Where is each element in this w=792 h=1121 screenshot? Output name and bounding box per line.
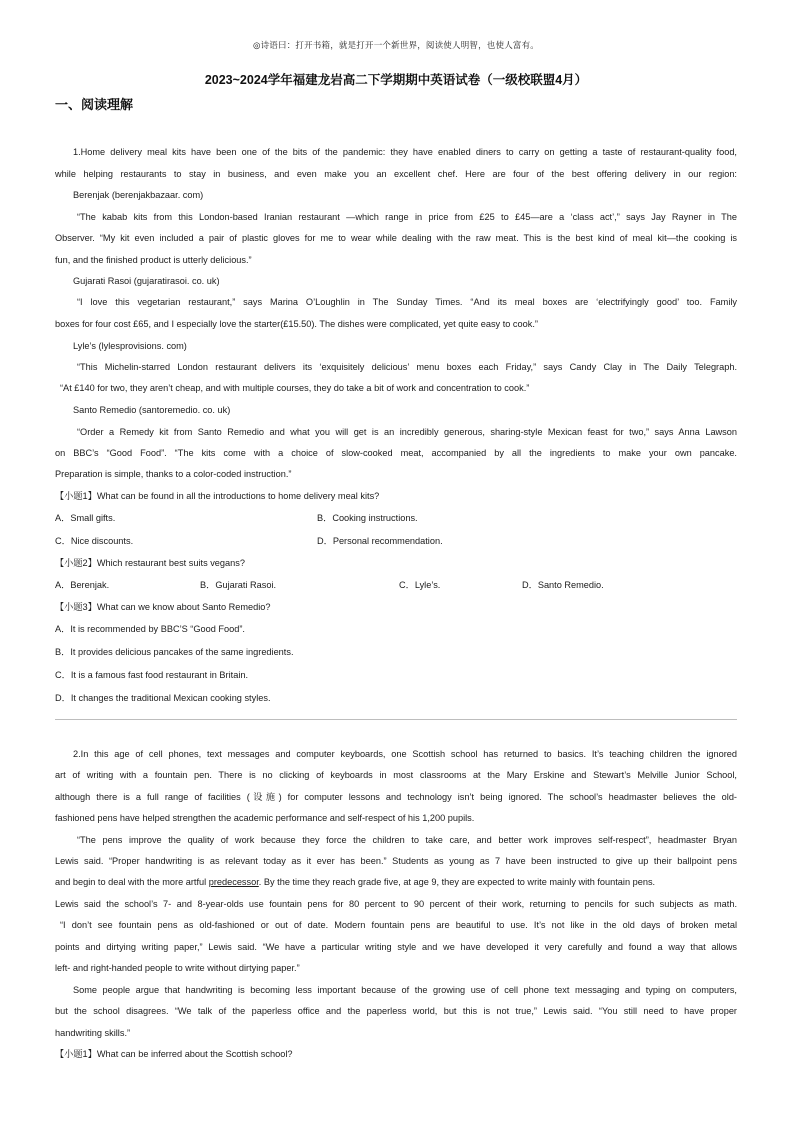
restaurant-name: Lyle’s (lylesprovisions. com) (73, 341, 187, 351)
passage2-line: points and dirtying writing paper,” Lewis said. “We have a particular writing style and we have developed it very carefully and found a way that allows (55, 942, 737, 952)
passage2-text: and begin to deal with the more artful (55, 877, 209, 887)
restaurant-name: Gujarati Rasoi (gujaratirasoi. co. uk) (73, 276, 220, 286)
option-b[interactable]: B．Cooking instructions. (317, 513, 418, 523)
passage2-line: Lewis said. “Proper handwriting is as relevant today as it ever has been.” Students as young as 7 have been instructed to give up their ballpoint pens (55, 856, 737, 866)
option-c[interactable]: C．Lyle’s. (399, 580, 441, 590)
passage1-line: boxes for four cost £65, and I especially love the starter(£15.50). The dishes were complicated, yet quite easy to cook.” (55, 319, 538, 329)
passage1-line: “I love this vegetarian restaurant,” says Marina O’Loughlin in The Sunday Times. “And its meal boxes are ‘electrifyingly good’ too. Family (77, 297, 737, 307)
restaurant-name: Berenjak (berenjakbazaar. com) (73, 190, 204, 200)
section-heading: 一、阅读理解 (55, 97, 134, 112)
option-b[interactable]: B．Gujarati Rasoi. (200, 580, 277, 590)
passage2-line: art of writing with a fountain pen. There is no clicking of keyboards in most classrooms at the Mary Erskine and Stewart’s Melville Junior School, (55, 770, 737, 780)
underlined-word: predecessor (208, 877, 259, 887)
option-d[interactable]: D．It changes the traditional Mexican cooking styles. (55, 693, 271, 703)
restaurant-name: Santo Remedio (santoremedio. co. uk) (73, 405, 231, 415)
option-c[interactable]: C．It is a famous fast food restaurant in Britain. (55, 670, 249, 680)
passage2-line: fashioned pens have helped strengthen the academic performance and self-respect of his 1,200 pupils. (55, 813, 475, 823)
question-stem: 【小题1】What can be found in all the introductions to home delivery meal kits? (55, 491, 380, 501)
passage2-line (55, 876, 655, 888)
passage2-line: although there is a full range of facilities (设施) for computer lessons and technology isn’t being ignored. The school’s headmaster believes the old- (55, 792, 737, 802)
passage2-line: left- and right-handed people to write without dirtying paper.” (55, 963, 300, 973)
passage2-line: 2.In this age of cell phones, text messages and computer keyboards, one Scottish school has returned to basics. It’s teaching children the ignored (73, 749, 737, 759)
option-c[interactable]: C．Nice discounts. (55, 536, 134, 546)
passage1-line: “Order a Remedy kit from Santo Remedio and what you will get is an incredibly generous, sharing-style Mexican feast for two,” says Anna Lawson (77, 427, 737, 437)
passage2-line: “The pens improve the quality of work because they force the children to take care, and better work improves self-respect”, headmaster Bryan (77, 835, 737, 845)
passage1-line: Preparation is simple, thanks to a color-coded instruction.” (55, 469, 292, 479)
page-motto: ◎诗语曰：打开书箱，就是打开一个新世界，阅读使人明智，也使人富有。 (252, 40, 540, 50)
passage2-line: Some people argue that handwriting is becoming less important because of the growing use of cell phone text messaging and typing on computers, (73, 985, 737, 995)
option-a[interactable]: A．Small gifts. (55, 513, 116, 523)
option-d[interactable]: D．Personal recommendation. (317, 536, 443, 546)
passage2-line: handwriting skills.” (55, 1028, 131, 1038)
passage2-line: but the school disagrees. “We talk of the paperless office and the paperless world, but this is not true,” Lewis said. “You still need to have proper (55, 1006, 737, 1016)
option-a[interactable]: A．Berenjak. (55, 580, 110, 590)
question-stem: 【小题3】What can we know about Santo Remedio? (55, 602, 271, 612)
passage2-line: Lewis said the school’s 7- and 8-year-olds use fountain pens for 80 percent to 90 percent of their work, returning to pencils for such subjects as math. (55, 899, 737, 909)
passage1-line: 1.Home delivery meal kits have been one of the bits of the pandemic: they have enabled diners to carry on getting a taste of restaurant-quality food, (73, 147, 737, 157)
exam-title: 2023~2024学年福建龙岩高二下学期期中英语试卷（一级校联盟4月） (204, 73, 588, 87)
passage1-line: “At £140 for two, they aren’t cheap, and with multiple courses, they do take a bit of work and concentration to cook.” (60, 383, 530, 393)
question-stem: 【小题1】What can be inferred about the Scottish school? (55, 1049, 293, 1059)
question-stem: 【小题2】Which restaurant best suits vegans? (55, 558, 245, 568)
option-b[interactable]: B．It provides delicious pancakes of the same ingredients. (55, 647, 294, 657)
passage1-line: “This Michelin-starred London restaurant delivers its ‘exquisitely delicious’ menu boxes each Friday,” says Candy Clay in The Daily Telegraph. (77, 362, 737, 372)
passage1-line: on BBC’s “Good Food”. “The kits come with a choice of slow-cooked meat, accompanied by all the ingredients to make your own pancake. (55, 448, 737, 458)
section-divider (55, 719, 737, 720)
passage2-text: . By the time they reach grade five, at age 9, they are expected to write mainly with fountain pens. (258, 877, 656, 887)
option-d[interactable]: D．Santo Remedio. (522, 580, 604, 590)
passage2-line: “I don’t see fountain pens as old-fashioned or out of date. Modern fountain pens are beautiful to use. It’s not like in the old days of broken metal (60, 920, 737, 930)
option-a[interactable]: A．It is recommended by BBC’S “Good Food”. (55, 624, 245, 634)
passage1-line: fun, and the finished product is utterly delicious.” (55, 255, 252, 265)
passage1-line: Observer. “My kit even included a pair of plastic gloves for me to wear while dealing with the raw meat. This is the best kind of meal kit—the cooking is (55, 233, 737, 243)
passage1-line: “The kabab kits from this London-based Iranian restaurant —which range in price from £25 to £45—are a ‘class act’,” says Jay Rayner in The (77, 212, 737, 222)
passage1-line: while helping restaurants to stay in business, and even make you an excellent chef. Here are four of the best offering delivery in our region: (55, 169, 737, 179)
